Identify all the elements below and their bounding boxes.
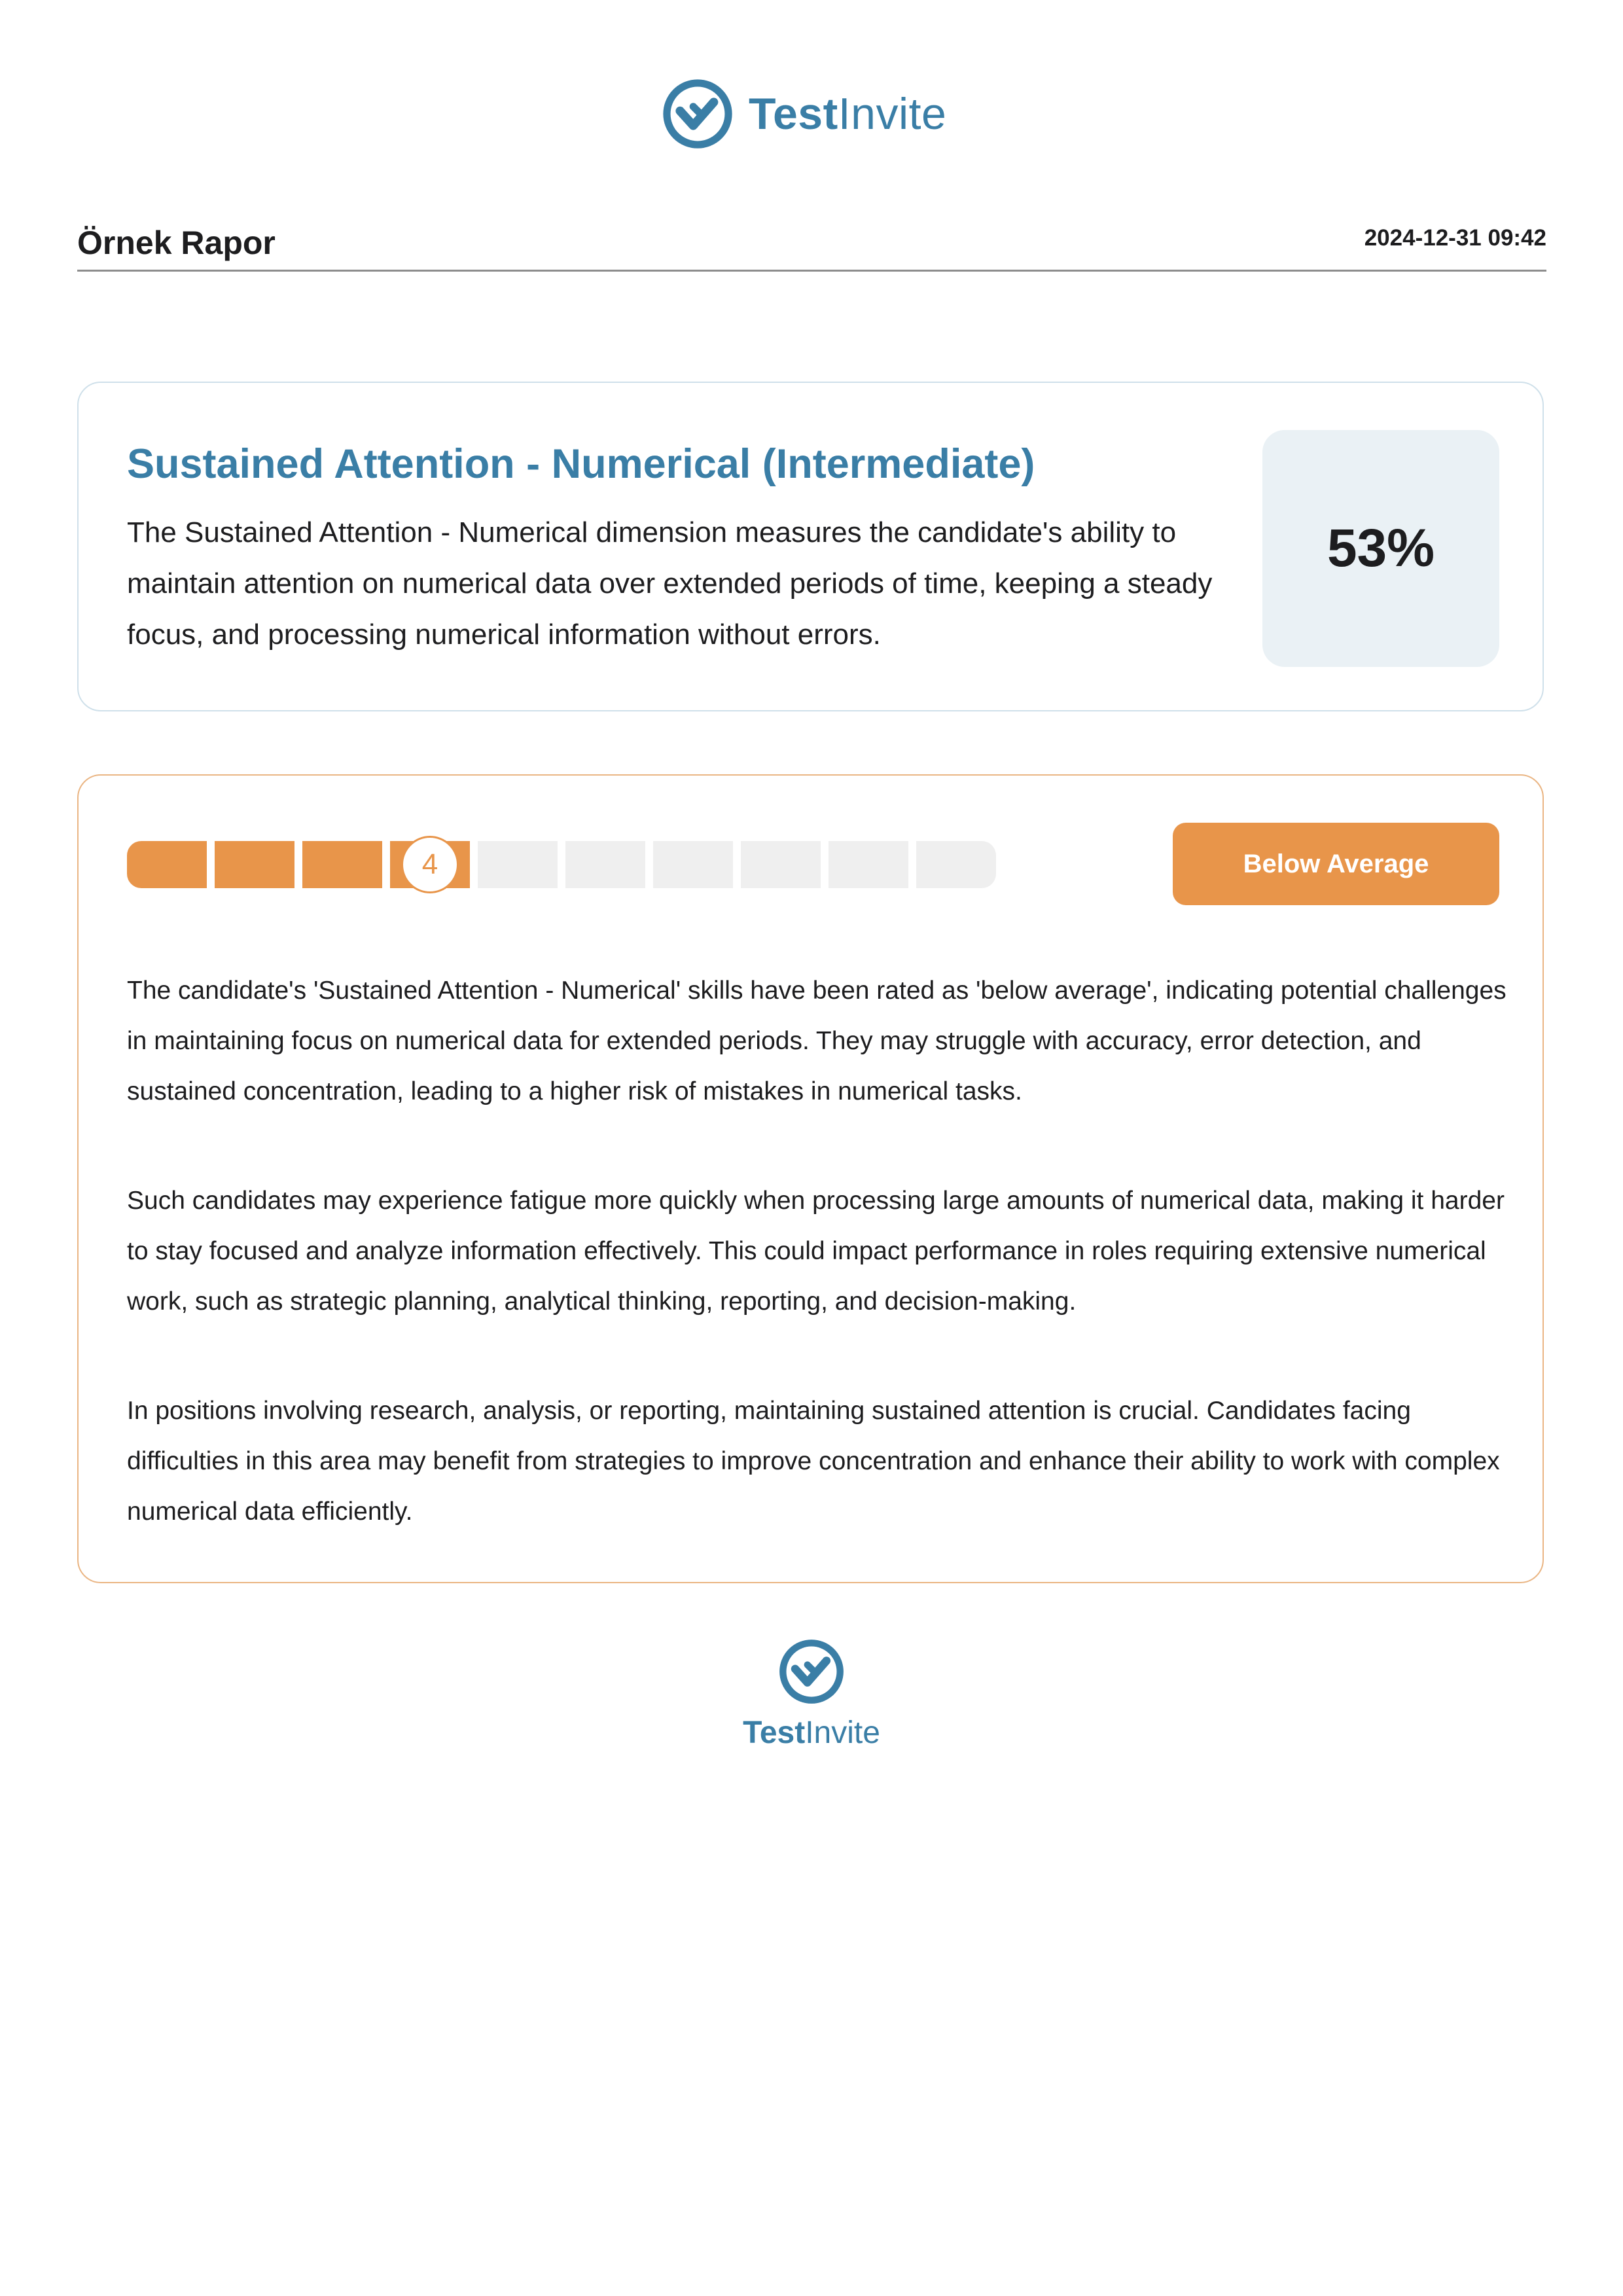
brand-name-light: Invite [838,89,947,139]
level-segment [916,841,996,888]
level-segment [565,841,645,888]
level-paragraph: In positions involving research, analysis, or reporting, maintaining sustained attention is crucial. Candidates facing difficulties in this area may benefit from strategies to improve concentration and enhance their ability to work with complex numerical data efficiently. [127,1397,1500,1526]
level-explanation [127,965,1508,1596]
level-progress-bar [127,841,997,888]
report-title: Örnek Rapor [77,224,276,261]
dimension-title: Sustained Attention - Numerical (Intermediate) [127,441,1035,487]
level-paragraph: The candidate's 'Sustained Attention - Numerical' skills have been rated as 'below average', indicating potential challenges in maintaining focus on numerical data for extended periods. They may struggle with accuracy, error detection, and sustained concentration, leading to a higher risk of mistakes in numerical tasks. [127,977,1507,1105]
level-segment [302,841,382,888]
score-value: 53% [1327,518,1435,578]
level-marker: 4 [401,836,459,893]
level-segment [741,841,821,888]
level-segment [127,841,207,888]
report-timestamp: 2024-12-31 09:42 [1364,225,1546,251]
footer-brand-name-light: Invite [805,1715,880,1750]
level-card [77,774,1544,1583]
level-segment [829,841,908,888]
level-segment [653,841,733,888]
footer-brand-name [743,1715,880,1751]
header-logo [661,73,946,154]
header-divider [77,270,1546,272]
brand-name [749,88,946,139]
brand-name-bold: Test [749,89,838,139]
footer-brand-name-bold: Test [743,1715,806,1750]
check-badge-icon [777,1638,846,1706]
dimension-score-card [77,382,1544,711]
level-paragraph: Such candidates may experience fatigue more quickly when processing large amounts of numerical data, making it harder to stay focused and analyze information effectively. This could impact performance in roles requiring extensive numerical work, such as strategic planning, analytical thinking, reporting, and decision-making. [127,1187,1505,1316]
level-segment [478,841,558,888]
level-badge: Below Average [1173,823,1499,905]
footer-logo [733,1638,890,1751]
dimension-description: The Sustained Attention - Numerical dimension measures the candidate's ability to maintain attention on numerical data over extended periods of time, keeping a steady focus, and processing numerical information without errors. [127,516,1213,651]
check-badge-icon [661,77,734,151]
level-segment [215,841,294,888]
score-box [1262,430,1499,667]
